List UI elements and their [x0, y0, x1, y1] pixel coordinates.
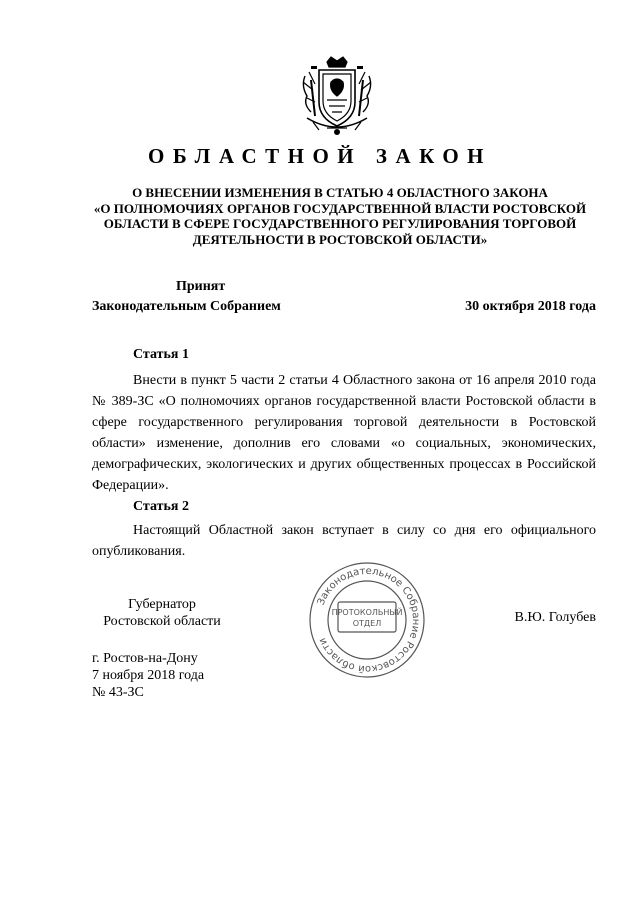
stamp-inner-line2: ОТДЕЛ [352, 619, 382, 628]
signatory-name: В.Ю. Голубев [514, 610, 596, 625]
adoption-date: 30 октября 2018 года [465, 299, 596, 314]
subject-line: ДЕЯТЕЛЬНОСТИ В РОСТОВСКОЙ ОБЛАСТИ» [192, 231, 488, 247]
governor-title: Губернатор [128, 597, 196, 612]
law-subject [80, 185, 600, 247]
governor-block [92, 596, 232, 630]
article-1-text: Внести в пункт 5 части 2 статьи 4 Областного закона от 16 апреля 2010 года № 389-ЗС «О полномочиях органов государственной власти Ростовской области в сфере государственного регулирования торговой деятельности в Ростовской области» изменение, дополнив его словами «о социальных, экономических, демографических, экологических и других общественных процессах в Российской Федерации». [92, 373, 596, 493]
article-2-title: Статья 2 [133, 499, 189, 514]
subject-line: О ВНЕСЕНИИ ИЗМЕНЕНИЯ В СТАТЬЮ 4 ОБЛАСТНОГО ЗАКОНА [132, 185, 548, 200]
adopted-label: Принят [176, 279, 226, 294]
subject-line: «О ПОЛНОМОЧИЯХ ОРГАНОВ ГОСУДАРСТВЕННОЙ ВЛАСТИ РОСТОВСКОЙ [93, 200, 587, 216]
place-city: г. Ростов-на-Дону [92, 651, 198, 666]
place-date-block [92, 650, 204, 701]
law-number: № 43-ЗС [92, 685, 144, 700]
article-2-text: Настоящий Областной закон вступает в силу со дня его официального опубликования. [92, 523, 596, 559]
stamp-outer-text-path: Законодательное Собрание Ростовской области [315, 565, 422, 675]
stamp-inner-line1: ПРОТОКОЛЬНЫЙ [331, 608, 403, 617]
governor-region: Ростовской области [103, 614, 221, 629]
article-1-title: Статья 1 [133, 347, 189, 362]
coat-of-arms-emblem [297, 56, 377, 140]
law-title: ОБЛАСТНОЙ ЗАКОН [147, 144, 492, 168]
official-stamp [307, 560, 427, 680]
signing-date: 7 ноября 2018 года [92, 668, 205, 683]
subject-line: ОБЛАСТИ В СФЕРЕ ГОСУДАРСТВЕННОГО РЕГУЛИРОВАНИЯ ТОРГОВОЙ [103, 216, 577, 231]
adopted-by: Законодательным Собранием [92, 299, 281, 314]
